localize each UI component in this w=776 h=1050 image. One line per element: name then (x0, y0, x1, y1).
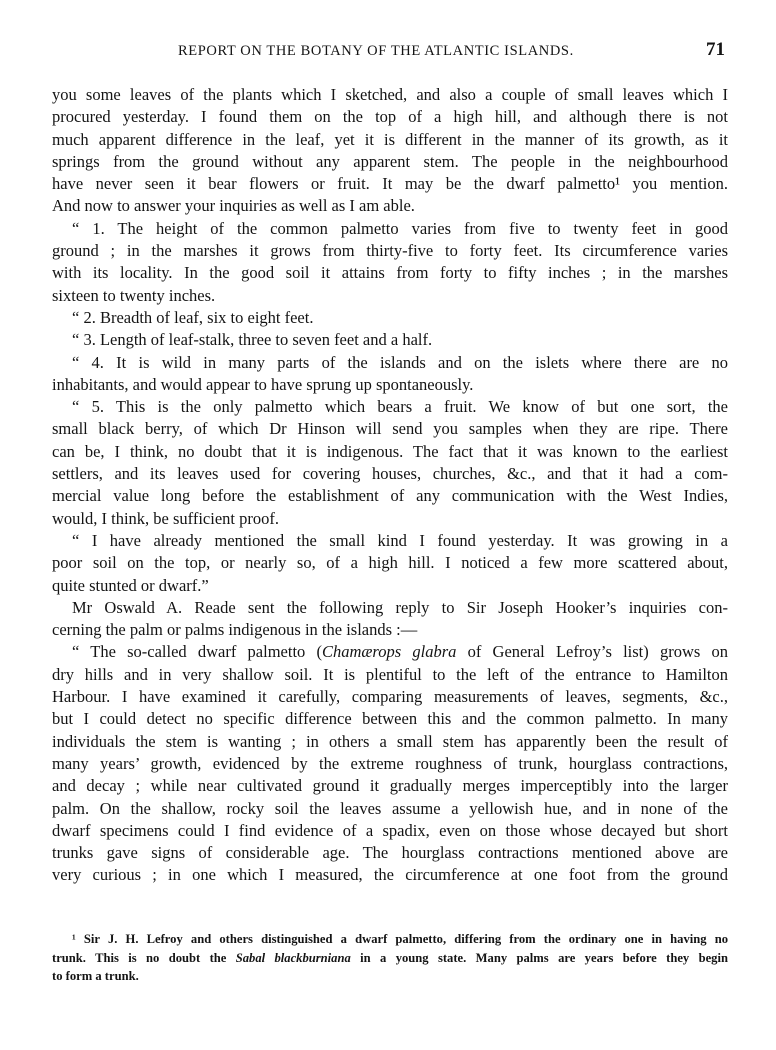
footnote-line: ¹ Sir J. H. Lefroy and others distinguished a dwarf palmetto, differing from the ordinary one in having no (72, 932, 728, 946)
footnote-line: to form a trunk. (52, 969, 139, 983)
text-line: “ 1. The height of the common palmetto varies from five to twenty feet in good (72, 218, 728, 238)
text-line: “ 4. It is wild in many parts of the islands and on the islets where there are no (72, 352, 728, 372)
text-line: procured yesterday. I found them on the top of a high hill, and although there is not (52, 107, 728, 127)
text-line: springs from the ground without any apparent stem. The people in the neighbourhood (52, 151, 728, 171)
text-line: “ 5. This is the only palmetto which bears a fruit. We know of but one sort, the (72, 397, 728, 417)
text-line: dry hills and in very shallow soil. It is plentiful to the left of the entrance to Hamilton (52, 664, 728, 684)
text-line: but I could detect no specific difference between this and the common palmetto. In many (52, 709, 728, 729)
running-head: REPORT ON THE BOTANY OF THE ATLANTIC ISLANDS. (178, 43, 574, 59)
text-line: much apparent difference in the leaf, yet it is different in the manner of its growth, as it (52, 129, 728, 149)
text-line: sixteen to twenty inches. (52, 285, 216, 305)
text-line: “ 2. Breadth of leaf, six to eight feet. (72, 307, 314, 327)
text-line: “ 3. Length of leaf-stalk, three to seven feet and a half. (72, 330, 433, 350)
text-line: have never seen it bear flowers or fruit. It may be the dwarf palmetto¹ you mention. (52, 174, 728, 194)
text-line: quite stunted or dwarf.” (52, 575, 209, 595)
text-line: very curious ; in one which I measured, the circumference at one foot from the ground (52, 865, 728, 885)
text-line: “ I have already mentioned the small kind I found yesterday. It was growing in a (72, 530, 728, 550)
body-text (52, 84, 728, 887)
text-line: Mr Oswald A. Reade sent the following reply to Sir Joseph Hooker’s inquiries con- (72, 597, 728, 617)
text-line: poor soil on the top, or nearly so, of a high hill. I noticed a few more scattered about, (52, 553, 728, 573)
text-line: Harbour. I have examined it carefully, comparing measurements of leaves, segments, &c., (52, 687, 728, 707)
text-line: can be, I think, no doubt that it is indigenous. The fact that it was known to the earliest (52, 441, 728, 461)
footnote (52, 930, 728, 986)
text-line: with its locality. In the good soil it attains from forty to fifty inches ; in the marshes (52, 263, 728, 283)
page-number: 71 (706, 39, 725, 60)
text-line: ground ; in the marshes it grows from thirty-five to forty feet. Its circumference varies (52, 241, 728, 261)
text-line: settlers, and its leaves used for covering houses, churches, &c., and that it had a com- (52, 464, 728, 484)
text-line: palm. On the shallow, rocky soil the leaves assume a yellowish hue, and in none of the (52, 798, 728, 818)
text-line: “ The so-called dwarf palmetto (Chamærops glabra of General Lefroy’s list) grows on (72, 642, 728, 662)
text-line: inhabitants, and would appear to have sprung up spontaneously. (52, 374, 474, 394)
text-line: many years’ growth, evidenced by the extreme roughness of trunk, hourglass contractions, (52, 753, 728, 773)
text-line: individuals the stem is wanting ; in others a small stem has apparently been the result of (52, 731, 728, 751)
text-line: would, I think, be sufficient proof. (52, 508, 279, 528)
footnote-line: trunk. This is no doubt the Sabal blackburniana in a young state. Many palms are years before they begin (52, 950, 728, 965)
text-line: small black berry, of which Dr Hinson will send you samples when they are ripe. There (52, 419, 728, 439)
text-line: And now to answer your inquiries as well as I am able. (52, 196, 415, 216)
text-line: dwarf specimens could I find evidence of a spadix, even on those whose decayed but short (52, 820, 728, 840)
text-line: cerning the palm or palms indigenous in the islands :— (52, 620, 418, 640)
text-line: trunks gave signs of considerable age. The hourglass contractions mentioned above are (52, 843, 728, 863)
text-line: mercial value long before the establishment of any communication with the West Indies, (52, 486, 728, 506)
text-line: you some leaves of the plants which I sketched, and also a couple of small leaves which I (52, 85, 728, 104)
text-line: and decay ; while near cultivated ground it gradually merges imperceptibly into the larger (52, 776, 728, 796)
